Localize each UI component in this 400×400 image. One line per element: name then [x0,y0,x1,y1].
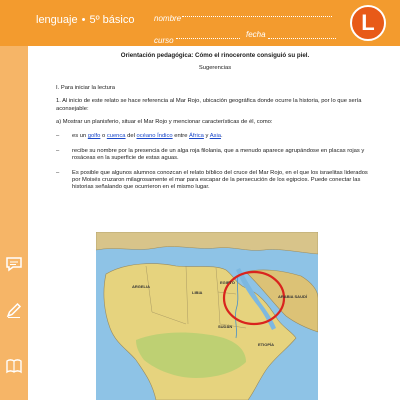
brand-separator: • [81,14,86,26]
chat-bubble-icon [4,254,24,274]
book-icon [4,356,24,376]
bullet-text-part: entre [172,133,190,140]
document-title: Orientación pedagógica: Cómo el rinoceronte consiguió su piel. [120,52,310,59]
bullet-dash: – [56,169,60,176]
paragraph-2: a) Mostrar un planisferio, situar el Mar Rojo y mencionar características de él, como: [56,119,273,126]
grade-label: 5º básico [89,14,135,26]
bullet-text-part: o [100,133,107,140]
map-label: LIBIA [192,290,203,295]
name-field[interactable] [182,16,332,17]
map-label: ARGELIA [132,284,150,289]
subject-label: lenguaje [36,14,78,26]
link-golfo[interactable]: golfo [87,133,101,140]
bullet-text: Es posible que algunos alumnos conozcan el relato bíblico del cruce del Mar Rojo, en el que los israelitas liderados por Moisés cruzaron milagrosamente el mar para escapar de la persecución de los egipcios. Puede conectar las historias señalando que ocurrieron en el mismo lugar. [72,169,368,191]
header-bar [0,0,400,46]
name-row [154,8,340,26]
bullet-text [72,133,374,140]
bullet-item [56,133,374,140]
bullet-text: recibe su nombre por la presencia de un alga roja filolania, que a menudo aparece agrupándose en placas rojas y rosáceas en la superficie de estas aguas. [72,147,365,162]
link-cuenca[interactable]: cuenca [106,133,126,140]
link-asia[interactable]: Asia [209,133,221,140]
link-africa[interactable]: África [189,133,204,140]
map-label: ARABIA SAUDÍ [278,294,307,299]
bullet-dash: – [56,147,60,154]
paragraph-1: 1. Al inicio de este relato se hace referencia al Mar Rojo, ubicación geográfica donde ocurre la historia, por lo que sería aconsejable: [56,98,362,112]
bullet-text-part: . [220,133,223,140]
link-oceano-indico[interactable]: océano Índico [136,133,173,140]
course-field[interactable] [176,38,240,39]
pencil-icon [4,300,24,320]
section-heading: I. Para iniciar la lectura [56,84,115,91]
subject-logo [350,5,386,41]
date-field[interactable] [268,38,336,39]
course-label: curso [154,36,174,45]
logo-letter: L [361,10,375,35]
bullet-text-part: del [125,133,137,140]
course-row [154,30,340,48]
map-label: SUDÁN [218,324,233,329]
bullet-dash: – [56,133,60,140]
map-graphic [96,232,318,400]
document-subtitle: Sugerencias [198,65,232,72]
bullet-text-part: y [203,133,210,140]
bullet-item [56,148,374,163]
map-label: ETIOPÍA [258,342,275,347]
map-label: EGIPTO [220,280,236,285]
bullet-item [56,170,374,192]
name-label: nombre [154,14,182,23]
bullet-text-part: es un [72,133,88,140]
brand [36,14,134,26]
date-label: fecha [246,30,266,39]
africa-map [96,232,318,400]
document-body [56,52,374,192]
left-sidebar [0,46,28,400]
